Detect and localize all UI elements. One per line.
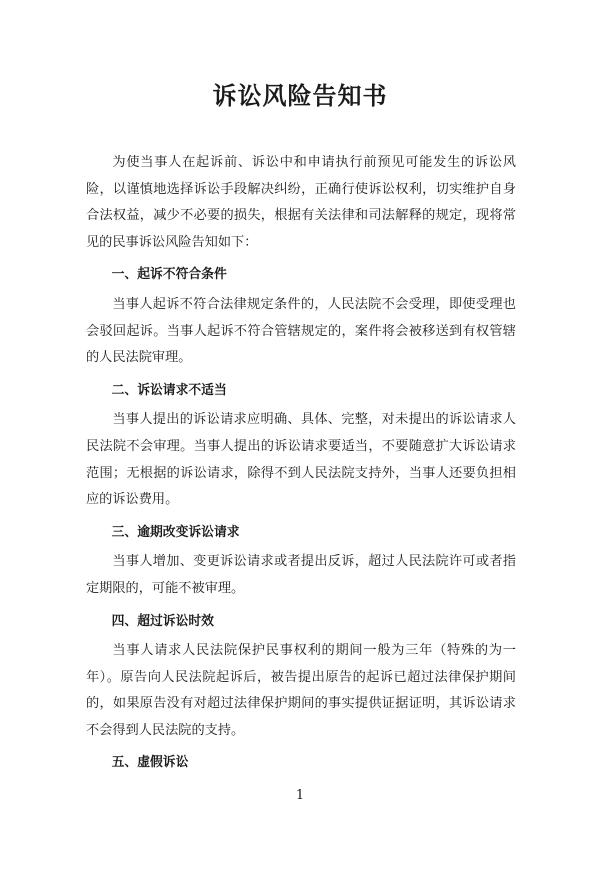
section-heading-2: 二、诉讼请求不适当 — [111, 382, 227, 398]
section-text-2: 当事人提出的诉讼请求应明确、具体、完整，对未提出的诉讼请求人民法院不会审理。当事人提出的诉讼请求要适当，不要随意扩大诉讼请求范围；无根据的诉讼请求，除得不到人民法院支持外，当事人还要负担相应的诉讼费用。 — [86, 412, 516, 508]
document-body — [86, 150, 516, 780]
section-heading-5: 五、虚假诉讼 — [111, 755, 189, 771]
intro-paragraph: 为使当事人在起诉前、诉讼中和申请执行前预见可能发生的诉讼风险，以谨慎地选择诉讼手段解决纠纷，正确行使诉讼权利，切实维护自身合法权益，减少不必要的损失，根据有关法律和司法解释的规定，现将常见的民事诉讼风险告知如下： — [86, 155, 516, 250]
section-heading-1: 一、起诉不符合条件 — [111, 267, 227, 283]
section-heading-4: 四、超过诉讼时效 — [111, 613, 214, 629]
section-heading-3: 三、逾期改变诉讼请求 — [111, 524, 240, 540]
section-text-4: 当事人请求人民法院保护民事权利的期间一般为三年（特殊的为一年）。原告向人民法院起诉后，被告提出原告的起诉已超过法律保护期间的，如果原告没有对超过法律保护期间的事实提供证据证明，其诉讼请求不会得到人民法院的支持。 — [86, 643, 516, 738]
document-title: 诉讼风险告知书 — [212, 82, 388, 110]
section-text-3: 当事人增加、变更诉讼请求或者提出反诉，超过人民法院许可或者指定期限的，可能不被审理。 — [86, 554, 516, 596]
section-text-1: 当事人起诉不符合法律规定条件的，人民法院不会受理，即使受理也会驳回起诉。当事人起诉不符合管辖规定的，案件将会被移送到有权管辖的人民法院审理。 — [86, 296, 516, 366]
page-number: 1 — [295, 788, 305, 803]
